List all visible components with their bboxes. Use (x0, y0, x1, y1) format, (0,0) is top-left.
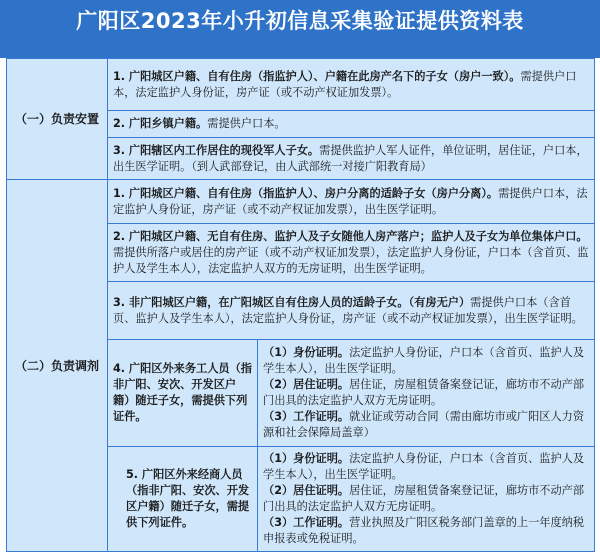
list-item: （1）身份证明。法定监护人身份证，户口本（含首页、监护人及学生本人），出生医学证明。 (263, 346, 585, 375)
table-row (7, 180, 595, 224)
section-label-adjustment: （二）负责调剂 (7, 180, 108, 552)
list-item: （2）居住证明。居住证，房屋租赁备案登记证，廊坊市不动产部门出具的法定监护人双方无房证明。 (263, 378, 585, 407)
list-item: （1）身份证明。法定监护人身份证，户口本（含首页、监护人及学生本人），出生医学证明。 (263, 452, 585, 481)
requirement-cell: 1. 广阳城区户籍、自有住房（指监护人）、房户分离的适龄子女（房户分离）。需提供户口本，法定监护人身份证，房产证（或不动产权证加发票），出生医学证明。 (108, 180, 595, 224)
sub-category-label: 5. 广阳区外来经商人员（指非广阳、安次、开发区户籍）随迁子女，需提供下列证件。 (108, 447, 258, 552)
requirements-table (6, 58, 595, 552)
requirement-cell (258, 447, 595, 552)
requirement-cell: 3. 广阳辖区内工作居住的现役军人子女。需提供监护人军人证件，单位证明，居住证，户口本，出生医学证明。（到人武部登记，由人武部统一对接广阳教育局） (108, 138, 595, 180)
requirement-cell (258, 340, 595, 447)
table-row (7, 59, 595, 111)
list-item: （3）工作证明。营业执照及广阳区税务部门盖章的上一年度纳税申报表或免税证明。 (263, 516, 585, 545)
list-item: （2）居住证明。居住证，房屋租赁备案登记证，廊坊市不动产部门出具的法定监护人双方无房证明。 (263, 484, 585, 513)
page-title: 广阳区2023年小升初信息采集验证提供资料表 (0, 0, 600, 58)
section-label-placement: （一）负责安置 (7, 59, 108, 180)
sub-category-label: 4. 广阳区外来务工人员（指非广阳、安次、开发区户籍）随迁子女，需提供下列证件。 (108, 340, 258, 447)
requirement-cell: 1. 广阳城区户籍、自有住房（指监护人）、户籍在此房产名下的子女（房户一致）。需提供户口本，法定监护人身份证，房产证（或不动产权证加发票）。 (108, 59, 595, 111)
list-item: （3）工作证明。就业证或劳动合同（需由廊坊市或广阳区人力资源和社会保障局盖章） (263, 410, 585, 439)
requirement-cell: 2. 广阳乡镇户籍。需提供户口本。 (108, 111, 595, 138)
requirement-cell: 2. 广阳城区户籍、无自有住房、监护人及子女随他人房产落户；监护人及子女为单位集体户口。需提供所落户或居住的房产证（或不动产权证加发票），法定监护人身份证，户口本（含首页、监护人及学生本人），法定监护人双方的无房证明，出生医学证明。 (108, 224, 595, 282)
requirement-cell: 3. 非广阳城区户籍，在广阳城区自有住房人员的适龄子女。（有房无户）需提供户口本（含首页、监护人及学生本人），法定监护人身份证，房产证（或不动产权证加发票），出生医学证明。 (108, 282, 595, 340)
